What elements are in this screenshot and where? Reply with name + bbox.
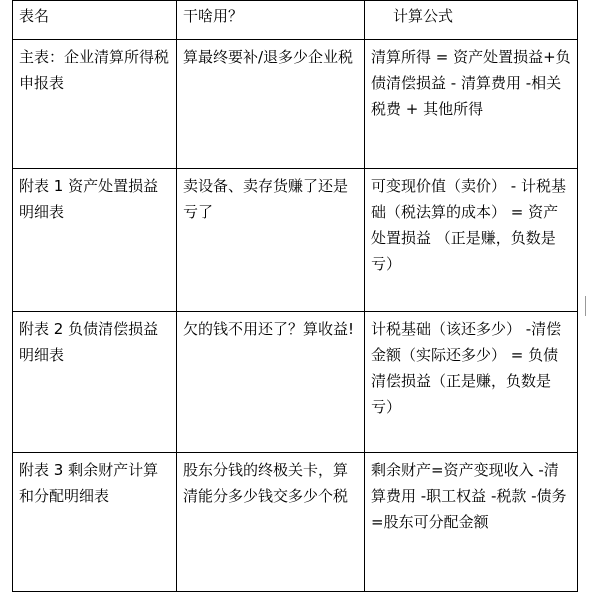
- table-resize-handle[interactable]: [585, 296, 590, 316]
- table-header-row: [13, 1, 578, 40]
- header-cell-name: 表名: [13, 1, 177, 40]
- cell-name: 主表：企业清算所得税申报表: [13, 40, 177, 169]
- tax-report-table: [12, 0, 578, 592]
- table-row: [13, 40, 578, 169]
- cell-formula: 计税基础（该还多少） -清偿金额（实际还多少） = 负债清偿损益（正是赚，负数是亏）: [365, 312, 578, 453]
- cell-name: 附表 3 剩余财产计算和分配明细表: [13, 453, 177, 592]
- cell-purpose: 欠的钱不用还了？算收益!: [177, 312, 365, 453]
- table-row: [13, 312, 578, 453]
- cell-purpose: 卖设备、卖存货赚了还是亏了: [177, 169, 365, 312]
- cell-formula: 清算所得 = 资产处置损益+负债清偿损益 - 清算费用 -相关税费 + 其他所得: [365, 40, 578, 169]
- cell-purpose: 算最终要补/退多少企业税: [177, 40, 365, 169]
- cell-formula: 可变现价值（卖价） - 计税基础（税法算的成本） = 资产处置损益 （正是赚，负数是亏）: [365, 169, 578, 312]
- table-row: [13, 169, 578, 312]
- cell-formula: 剩余财产=资产变现收入 -清算费用 -职工权益 -税款 -债务=股东可分配金额: [365, 453, 578, 592]
- header-cell-purpose: 干啥用？: [177, 1, 365, 40]
- cell-purpose: 股东分钱的终极关卡，算清能分多少钱交多少个税: [177, 453, 365, 592]
- header-cell-formula: 计算公式: [365, 1, 578, 40]
- cell-name: 附表 1 资产处置损益明细表: [13, 169, 177, 312]
- table-row: [13, 453, 578, 592]
- cell-name: 附表 2 负债清偿损益明细表: [13, 312, 177, 453]
